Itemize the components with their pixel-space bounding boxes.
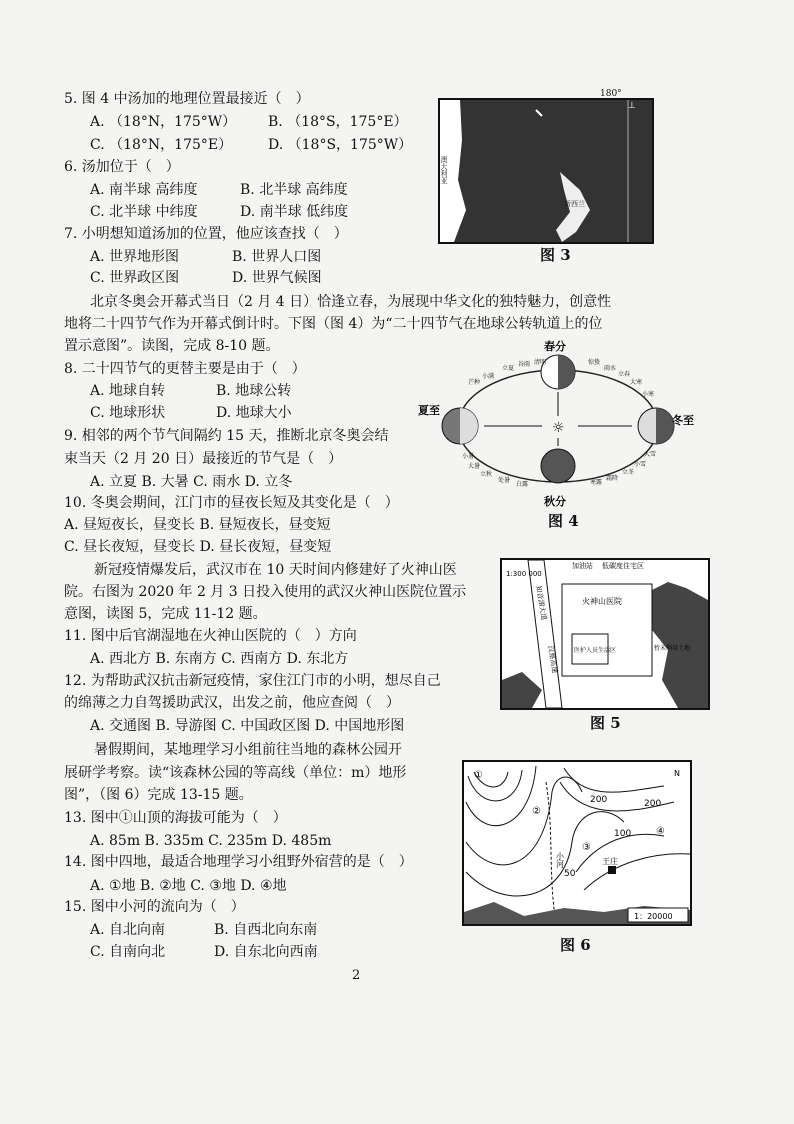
- fig5-reserved-label: 暂未利用土地: [654, 645, 691, 652]
- intro-forest-line1: 暑假期间，某地理学习小组前往当地的森林公园开: [94, 742, 402, 758]
- q5-option-b: B. （18°S，175°E）: [268, 114, 408, 130]
- term-dashu: 大暑: [468, 463, 481, 470]
- fig5-scale: 1:300 000: [506, 570, 542, 578]
- figure-3-svg: [440, 100, 652, 242]
- q12-stem-line2: 的绵薄之力自驾援助武汉，出发之前，他应查阅（ ）: [64, 695, 400, 711]
- village-marker: [608, 866, 616, 874]
- figure-3-lon-label: 180°: [600, 89, 622, 99]
- term-lixia: 立夏: [502, 365, 515, 372]
- figure-3-caption: 图 3: [540, 246, 571, 264]
- q7-option-d: D. 世界气候图: [232, 270, 322, 286]
- q7-stem: 7. 小明想知道汤加的位置，他应该查找（ ）: [64, 226, 348, 242]
- q5-option-a: A. （18°N，175°W）: [90, 114, 237, 130]
- compass-icon: ⊥: [628, 101, 636, 111]
- term-guyu: 谷雨: [518, 361, 531, 368]
- fig6-contour-200b: 200: [644, 799, 662, 809]
- fig5-residential: 低碳度住宅区: [602, 562, 644, 570]
- intro-hospital-line2: 院。右图为 2020 年 2 月 3 日投入使用的武汉火神山医院位置示: [64, 584, 467, 600]
- intro-olympics-line1: 北京冬奥会开幕式当日（2 月 4 日）恰逢立春，为展现中华文化的独特魅力，创意性: [90, 294, 612, 310]
- fig6-contour-100: 100: [614, 829, 632, 839]
- label-summer: 夏至: [418, 404, 440, 417]
- q15-option-c: C. 自南向北: [90, 944, 166, 960]
- figure-4-svg: [418, 340, 694, 510]
- fig5-road1-label: 知音湖大道: [534, 584, 548, 621]
- q6-option-c: C. 北半球 中纬度: [90, 204, 198, 220]
- q8-option-a: A. 地球自转: [90, 383, 166, 399]
- q6-stem: 6. 汤加位于（ ）: [64, 159, 180, 175]
- q12-stem-line1: 12. 为帮助武汉抗击新冠疫情，家住江门市的小明，想尽自己: [64, 673, 441, 689]
- figure-6-contour-map: [462, 760, 692, 926]
- term-dahan: 大寒: [630, 379, 643, 386]
- q11-stem: 11. 图中后官湖湿地在火神山医院的（ ）方向: [64, 628, 357, 644]
- figure-5-map: [500, 558, 710, 710]
- q6-option-b: B. 北半球 高纬度: [240, 182, 348, 198]
- australia-label: 澳大利亚: [440, 156, 448, 184]
- contour-line: [584, 854, 690, 890]
- q11-options: A. 西北方 B. 东南方 C. 西南方 D. 东北方: [90, 651, 349, 667]
- q14-options: A. ①地 B. ②地 C. ③地 D. ④地: [90, 878, 287, 894]
- q14-stem: 14. 图中四地，最适合地理学习小组野外宿营的是（ ）: [64, 854, 413, 870]
- fig6-point-3: ③: [582, 842, 591, 853]
- term-lichun: 立春: [618, 371, 631, 378]
- fig6-scale: 1：20000: [634, 912, 673, 921]
- intro-hospital-line1: 新冠疫情爆发后，武汉市在 10 天时间内修建好了火神山医: [94, 562, 457, 578]
- label-autumn: 秋分: [544, 495, 566, 508]
- fig6-point-4: ④: [656, 826, 665, 837]
- q13-options: A. 85m B. 335m C. 235m D. 485m: [90, 833, 332, 849]
- term-yushui: 雨水: [604, 365, 617, 372]
- q5-option-d: D. （18°S，175°W）: [268, 137, 413, 153]
- intro-olympics-line3: 置示意图”。读图，完成 8-10 题。: [64, 338, 280, 354]
- contour-line: [466, 777, 582, 865]
- fig6-contour-50: 50: [564, 869, 576, 879]
- q10-options-ab: A. 昼短夜长，昼变长 B. 昼短夜长，昼变短: [64, 517, 331, 533]
- q6-option-a: A. 南半球 高纬度: [90, 182, 198, 198]
- label-spring: 春分: [544, 340, 566, 353]
- q7-option-c: C. 世界政区图: [90, 270, 180, 286]
- figure-6-caption: 图 6: [560, 936, 591, 954]
- fig6-point-1: ①: [474, 770, 483, 781]
- fig6-contour-200a: 200: [590, 795, 608, 805]
- q10-stem: 10. 冬奥会期间，江门市的昼夜长短及其变化是（ ）: [64, 495, 399, 511]
- q5-option-c: C. （18°N，175°E）: [90, 137, 233, 153]
- term-xiaoman: 小满: [482, 373, 495, 380]
- fig5-staff-label: 医护人员生活区: [574, 647, 617, 654]
- figure-4-orbit: [418, 340, 694, 510]
- sun-icon: ☼: [552, 420, 565, 436]
- term-xiaohan: 小寒: [642, 391, 655, 398]
- term-daxue: 大雪: [644, 451, 657, 458]
- q9-stem-line1: 9. 相邻的两个节气间隔约 15 天，推断北京冬奥会结: [64, 428, 389, 444]
- q8-option-b: B. 地球公转: [216, 383, 292, 399]
- term-xiaoxue: 小雪: [634, 461, 647, 468]
- figure-5-caption: 图 5: [590, 714, 621, 732]
- q9-stem-line2: 束当天（2 月 20 日）最接近的节气是（ ）: [64, 451, 343, 467]
- autumn-earth: [541, 449, 575, 483]
- term-xiaoshu: 小暑: [462, 453, 475, 460]
- q7-option-b: B. 世界人口图: [232, 249, 322, 265]
- label-winter: 冬至: [672, 414, 694, 427]
- q12-options: A. 交通图 B. 导游图 C. 中国政区图 D. 中国地形图: [90, 718, 405, 734]
- term-hanlu: 寒露: [590, 479, 603, 486]
- figure-3-map: [438, 98, 654, 244]
- north-arrow-icon: N: [674, 769, 680, 778]
- q6-option-d: D. 南半球 低纬度: [240, 204, 349, 220]
- term-lidong: 立冬: [622, 469, 635, 476]
- term-bailu: 白露: [516, 481, 529, 488]
- intro-forest-line2: 展研学考察。读“该森林公园的等高线（单位：m）地形: [64, 765, 407, 781]
- fig6-village-label: 王庄: [602, 857, 618, 866]
- term-chushu: 处暑: [498, 477, 511, 484]
- intro-hospital-line3: 意图，读图 5，完成 11-12 题。: [64, 606, 267, 622]
- q8-stem: 8. 二十四节气的更替主要是由于（ ）: [64, 361, 306, 377]
- lat-20-label: 20°: [442, 123, 458, 133]
- q5-stem: 5. 图 4 中汤加的地理位置最接近（ ）: [64, 91, 310, 107]
- q8-option-d: D. 地球大小: [216, 405, 292, 421]
- fig5-gas-station: 加油站: [572, 562, 593, 570]
- q9-options: A. 立夏 B. 大暑 C. 雨水 D. 立冬: [90, 474, 293, 490]
- q15-option-d: D. 自东北向西南: [214, 944, 318, 960]
- figure-5-svg: [502, 560, 708, 708]
- lat-40-label: 40°: [442, 205, 458, 215]
- contour-line: [564, 768, 664, 792]
- q13-stem: 13. 图中①山顶的海拔可能为（ ）: [64, 810, 287, 826]
- q7-option-a: A. 世界地形图: [90, 249, 180, 265]
- term-jingzhe: 惊蛰: [588, 359, 601, 366]
- q10-options-cd: C. 昼长夜短，昼变长 D. 昼长夜短，昼变短: [64, 539, 332, 555]
- fig6-point-2: ②: [532, 806, 541, 817]
- fig6-river-label: 小河: [555, 852, 565, 868]
- term-shuangjiang: 霜降: [606, 475, 619, 482]
- nz-label: 新西兰: [564, 200, 585, 208]
- intro-forest-line3: 图”，（图 6）完成 13-15 题。: [64, 787, 253, 803]
- term-mangzhong: 芒种: [468, 379, 481, 386]
- term-qingming: 清明: [534, 359, 547, 366]
- page-number: 2: [352, 968, 361, 983]
- fig5-road2-label: 汉蔡高速: [546, 644, 559, 674]
- term-liqiu: 立秋: [480, 471, 493, 478]
- q15-stem: 15. 图中小河的流向为（ ）: [64, 899, 245, 915]
- q15-option-a: A. 自北向南: [90, 922, 166, 938]
- figure-4-caption: 图 4: [548, 512, 579, 530]
- intro-olympics-line2: 地将二十四节气作为开幕式倒计时。下图（图 4）为“二十四节气在地球公转轨道上的位: [64, 316, 603, 332]
- q15-option-b: B. 自西北向东南: [214, 922, 318, 938]
- lake-southwest: [502, 672, 542, 708]
- fig5-hospital-label: 火神山医院: [582, 597, 622, 606]
- figure-6-svg: [464, 762, 690, 924]
- q8-option-c: C. 地球形状: [90, 405, 166, 421]
